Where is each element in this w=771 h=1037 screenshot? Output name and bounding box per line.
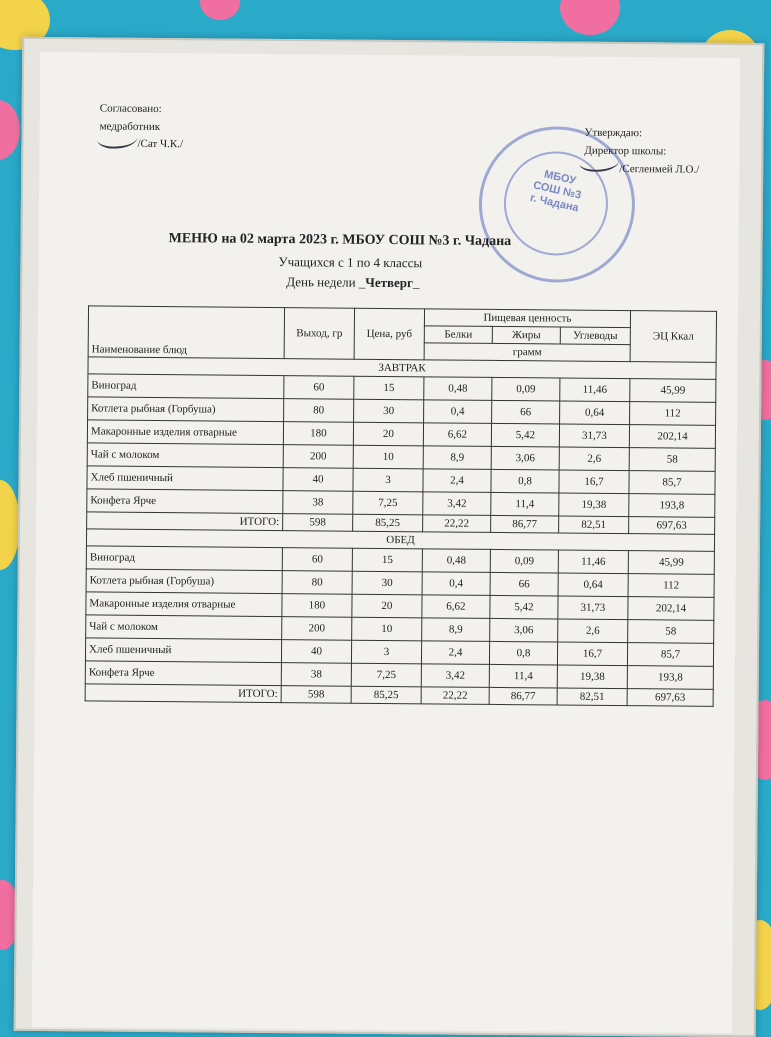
- value-cell: 8,9: [422, 618, 490, 642]
- value-cell: 16,7: [557, 642, 627, 666]
- value-cell: 80: [282, 571, 352, 595]
- value-cell: 0,09: [492, 377, 560, 401]
- total-value-cell: 22,22: [421, 687, 489, 705]
- dish-name-cell: Хлеб пшеничный: [87, 466, 283, 491]
- total-value-cell: 598: [283, 514, 353, 532]
- value-cell: 3: [353, 468, 423, 492]
- col-header-price: Цена, руб: [354, 308, 424, 360]
- value-cell: 202,14: [628, 597, 714, 621]
- value-cell: 180: [283, 422, 353, 446]
- approval-left-label: Согласовано:: [99, 102, 162, 116]
- value-cell: 30: [354, 399, 424, 423]
- total-value-cell: 598: [281, 686, 351, 704]
- dish-name-cell: Чай с молоком: [86, 615, 282, 640]
- total-value-cell: 85,25: [351, 686, 421, 704]
- day-suffix: _: [412, 275, 420, 291]
- value-cell: 31,73: [558, 596, 628, 620]
- section-title: ЗАВТРАК: [88, 357, 716, 379]
- value-cell: 0,8: [489, 641, 557, 665]
- signature-left: [97, 128, 137, 148]
- value-cell: 180: [282, 594, 352, 618]
- dish-name-cell: Макаронные изделия отварные: [86, 592, 282, 617]
- col-header-carbs: Углеводы: [560, 327, 630, 345]
- section-title: ОБЕД: [86, 529, 714, 551]
- col-header-output: Выход, гр: [284, 308, 354, 360]
- dish-name-cell: Котлета рыбная (Горбуша): [88, 397, 284, 422]
- value-cell: 112: [628, 574, 714, 598]
- day-value: Четверг: [365, 274, 414, 291]
- value-cell: 0,64: [560, 401, 630, 425]
- dish-name-cell: Котлета рыбная (Горбуша): [86, 569, 282, 594]
- value-cell: 11,46: [558, 550, 628, 574]
- value-cell: 0,4: [424, 400, 492, 424]
- menu-table: [85, 305, 717, 706]
- value-cell: 0,09: [490, 549, 558, 573]
- value-cell: 2,4: [421, 641, 489, 665]
- value-cell: 200: [283, 445, 353, 469]
- value-cell: 45,99: [628, 551, 714, 575]
- day-of-week: [286, 274, 419, 291]
- value-cell: 5,42: [491, 423, 559, 447]
- value-cell: 0,48: [424, 377, 492, 401]
- value-cell: 60: [282, 548, 352, 572]
- flower-decoration: [200, 0, 240, 20]
- approval-left-role: медработник: [99, 120, 161, 134]
- value-cell: 45,99: [630, 379, 716, 403]
- day-label: День недели _: [286, 274, 366, 290]
- value-cell: 112: [630, 402, 716, 426]
- dish-name-cell: Конфета Ярче: [87, 489, 283, 514]
- value-cell: 0,8: [491, 469, 559, 493]
- value-cell: 200: [282, 617, 352, 641]
- value-cell: 193,8: [629, 494, 715, 518]
- dish-name-cell: Конфета Ярче: [85, 661, 281, 686]
- value-cell: 10: [353, 445, 423, 469]
- col-header-unit: грамм: [424, 343, 630, 362]
- dish-name-cell: Макаронные изделия отварные: [87, 420, 283, 445]
- total-value-cell: 697,63: [627, 689, 713, 707]
- total-value-cell: 82,51: [557, 688, 627, 706]
- page-title: МЕНЮ на 02 марта 2023 г. МБОУ СОШ №3 г. Чадана: [168, 231, 512, 250]
- value-cell: 6,62: [422, 595, 490, 619]
- value-cell: 58: [629, 448, 715, 472]
- dish-name-cell: Хлеб пшеничный: [85, 638, 281, 663]
- value-cell: 58: [628, 620, 714, 644]
- stamp-text: МБОУ СОШ №3 г. Чадана: [528, 168, 583, 215]
- value-cell: 202,14: [629, 425, 715, 449]
- value-cell: 80: [284, 399, 354, 423]
- value-cell: 2,6: [558, 619, 628, 643]
- value-cell: 30: [352, 571, 422, 595]
- value-cell: 15: [354, 376, 424, 400]
- total-value-cell: 697,63: [629, 517, 715, 535]
- value-cell: 40: [283, 468, 353, 492]
- total-label: ИТОГО:: [85, 684, 281, 703]
- value-cell: 19,38: [559, 493, 629, 517]
- total-value-cell: 86,77: [491, 515, 559, 533]
- value-cell: 38: [281, 663, 351, 687]
- total-value-cell: 22,22: [423, 515, 491, 533]
- value-cell: 3,06: [490, 618, 558, 642]
- dish-name-cell: Чай с молоком: [87, 443, 283, 468]
- value-cell: 0,4: [422, 572, 490, 596]
- col-header-kcal: ЭЦ Ккал: [630, 311, 716, 363]
- page-subtitle: Учащихся с 1 по 4 классы: [278, 254, 423, 271]
- flower-decoration: [560, 0, 620, 35]
- col-header-fat: Жиры: [492, 326, 560, 344]
- dish-name-cell: Виноград: [88, 374, 284, 399]
- approval-right-name: /Сегленмей Л.О./: [619, 163, 700, 176]
- value-cell: 193,8: [627, 666, 713, 690]
- value-cell: 5,42: [490, 595, 558, 619]
- total-value-cell: 85,25: [353, 514, 423, 532]
- value-cell: 16,7: [559, 470, 629, 494]
- value-cell: 2,6: [559, 447, 629, 471]
- value-cell: 11,46: [560, 378, 630, 402]
- col-header-nutrition: Пищевая ценность: [424, 309, 630, 328]
- col-header-name: Наименование блюд: [88, 306, 284, 359]
- col-header-protein: Белки: [424, 326, 492, 344]
- value-cell: 11,4: [491, 492, 559, 516]
- value-cell: 20: [352, 594, 422, 618]
- value-cell: 10: [352, 617, 422, 641]
- value-cell: 38: [283, 491, 353, 515]
- value-cell: 0,64: [558, 573, 628, 597]
- value-cell: 60: [284, 376, 354, 400]
- value-cell: 3,42: [423, 492, 491, 516]
- approval-right-label: Утверждаю:: [584, 126, 643, 140]
- value-cell: 85,7: [627, 643, 713, 667]
- menu-sheet: [32, 52, 740, 1033]
- value-cell: 66: [490, 572, 558, 596]
- approval-left-name: /Сат Ч.К./: [137, 137, 184, 151]
- value-cell: 6,62: [423, 423, 491, 447]
- value-cell: 3,42: [421, 664, 489, 688]
- value-cell: 31,73: [559, 424, 629, 448]
- value-cell: 19,38: [557, 665, 627, 689]
- value-cell: 7,25: [353, 491, 423, 515]
- value-cell: 3,06: [491, 446, 559, 470]
- total-label: ИТОГО:: [87, 512, 283, 531]
- value-cell: 40: [281, 640, 351, 664]
- dish-name-cell: Виноград: [86, 546, 282, 571]
- value-cell: 11,4: [489, 664, 557, 688]
- value-cell: 7,25: [351, 663, 421, 687]
- total-value-cell: 86,77: [489, 687, 557, 705]
- value-cell: 66: [492, 400, 560, 424]
- approval-right-role: Директор школы:: [584, 144, 667, 158]
- value-cell: 2,4: [423, 469, 491, 493]
- value-cell: 20: [353, 422, 423, 446]
- value-cell: 3: [351, 640, 421, 664]
- value-cell: 85,7: [629, 471, 715, 495]
- value-cell: 0,48: [422, 549, 490, 573]
- flower-decoration: [0, 100, 20, 160]
- total-value-cell: 82,51: [559, 516, 629, 534]
- value-cell: 8,9: [423, 446, 491, 470]
- value-cell: 15: [352, 548, 422, 572]
